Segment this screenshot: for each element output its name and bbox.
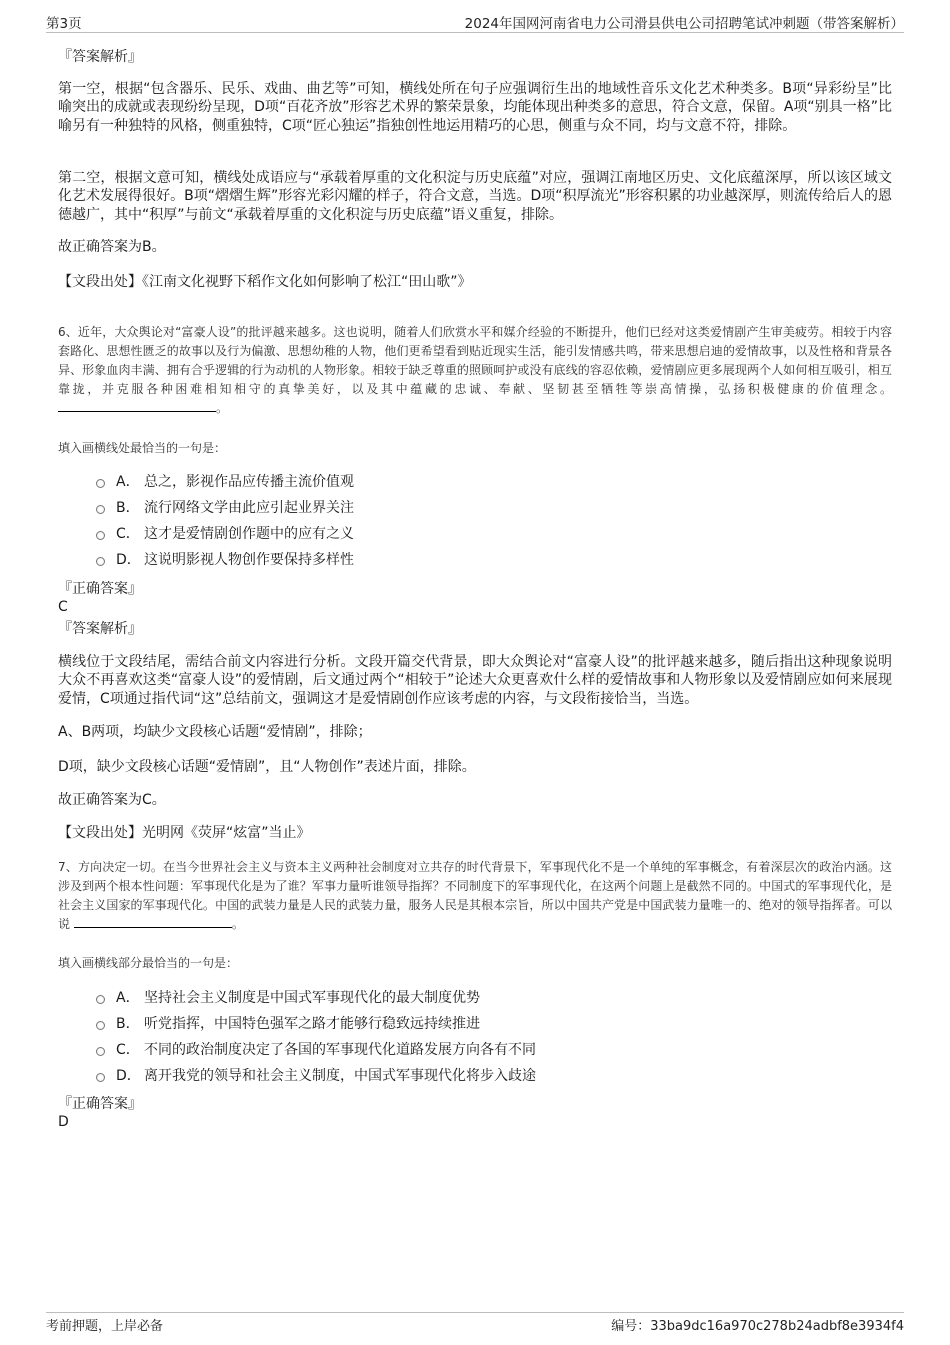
option-letter: D． bbox=[116, 1068, 141, 1084]
option-text: 离开我党的领导和社会主义制度，中国式军事现代化将步入歧途 bbox=[144, 1068, 536, 1084]
option-text: 不同的政治制度决定了各国的军事现代化道路发展方向各有不同 bbox=[144, 1042, 536, 1058]
option-letter: C． bbox=[116, 1042, 140, 1058]
radio-icon[interactable] bbox=[96, 479, 105, 488]
q6-correct-answer: C bbox=[58, 599, 68, 615]
q7-correct-answer: D bbox=[58, 1114, 69, 1130]
page-header bbox=[46, 10, 904, 33]
q7-stem-end: 。 bbox=[231, 917, 244, 931]
q5-analysis-para2: 第二空，根据文意可知，横线处成语应与“承载着厚重的文化积淀与历史底蕴”对应，强调江南地区历史、文化底蕴深厚，所以该区域文化艺术发展得很好。B项“熠熠生辉”形容光彩闪耀的样子，符合文意，当选。D项“积厚流光”形容积累的功业越深厚，则流传给后人的恩德越广，其中“积厚”与前文“承载着厚重的文化积淀与历史底蕴”语义重复，排除。 bbox=[58, 170, 892, 223]
option-text: 这说明影视人物创作要保持多样性 bbox=[144, 552, 354, 568]
q7-stem-text: 7、方向决定一切。在当今世界社会主义与资本主义两种社会制度对立共存的时代背景下，军事现代化不是一个单纯的军事概念，有着深层次的政治内涵。这涉及到两个根本性问题：军事现代化是为了谁？军事力量听谁领导指挥？不同制度下的军事现代化，在这两个问题上是截然不同的。中国式的军事现代化，是社会主义国家的军事现代化。中国的武装力量是人民的武装力量，服务人民是其根本宗旨，所以中国共产党是中国武装力量唯一的、绝对的领导指挥者。可以说 bbox=[58, 860, 892, 931]
q6-analysis-para1: 横线位于文段结尾，需结合前文内容进行分析。文段开篇交代背景，即大众舆论对“富豪人设”的批评越来越多，随后指出这种现象说明大众不再喜欢这类“富豪人设”的爱情剧，后文通过两个“相较于”论述大众更喜欢什么样的爱情故事和人物形象以及爱情剧应如何来展现爱情，C项通过指代词“这”总结前文，强调这才是爱情剧创作应该考虑的内容，与文段衔接恰当，当选。 bbox=[58, 654, 892, 707]
radio-icon[interactable] bbox=[96, 995, 105, 1004]
q6-source: 【文段出处】光明网《荧屏“炫富”当止》 bbox=[58, 825, 311, 841]
q7-correct-label: 『正确答案』 bbox=[58, 1096, 142, 1112]
q6-instruction: 填入画横线处最恰当的一句是： bbox=[58, 441, 227, 455]
q6-stem-text: 6、近年，大众舆论对“富豪人设”的批评越来越多。这也说明，随着人们欣赏水平和媒介经验的不断提升，他们已经对这类爱情剧产生审美疲劳。相较于内容套路化、思想性匮乏的故事以及行为偏激、思想幼稚的人物，他们更希望看到贴近现实生活，能引发情感共鸣，带来思想启迪的爱情故事，以及性格和背景各异、形象血肉丰满、拥有合乎逻辑的行为动机的人物形象。相较于缺乏尊重的照顾呵护或没有底线的容忍依赖，爱情剧应更多展现两个人如何相互吸引，相互靠拢，并克服各种困难相知相守的真挚美好，以及其中蕴藏的忠诚、奉献、坚韧甚至牺牲等崇高情操，弘扬积极健康的价值理念。 bbox=[58, 325, 892, 396]
radio-icon[interactable] bbox=[96, 1047, 105, 1056]
option-text: 流行网络文学由此应引起业界关注 bbox=[144, 500, 354, 516]
option-text: 总之，影视作品应传播主流价值观 bbox=[144, 474, 354, 490]
radio-icon[interactable] bbox=[96, 531, 105, 540]
q5-analysis-label: 『答案解析』 bbox=[58, 49, 142, 65]
q6-correct-label: 『正确答案』 bbox=[58, 581, 142, 597]
document-id: 编号：33ba9dc16a970c278b24adbf8e3934f4 bbox=[611, 1319, 904, 1334]
option-letter: C． bbox=[116, 526, 140, 542]
radio-icon[interactable] bbox=[96, 1073, 105, 1082]
q7-instruction: 填入画横线部分最恰当的一句是： bbox=[58, 956, 239, 970]
option-text: 听党指挥，中国特色强军之路才能够行稳致远持续推进 bbox=[144, 1016, 480, 1032]
q6-analysis-para2: A、B两项，均缺少文段核心话题“爱情剧”，排除； bbox=[58, 724, 372, 740]
q5-source: 【文段出处】《江南文化视野下稻作文化如何影响了松江“田山歌”》 bbox=[58, 274, 472, 290]
q6-stem-end: 。 bbox=[216, 401, 229, 415]
option-text: 这才是爱情剧创作题中的应有之义 bbox=[144, 526, 354, 542]
q6-conclusion: 故正确答案为C。 bbox=[58, 792, 166, 808]
q7-stem bbox=[58, 858, 892, 934]
q6-analysis-para3: D项，缺少文段核心话题“爱情剧”，且“人物创作”表述片面，排除。 bbox=[58, 759, 476, 775]
page-number: 第3页 bbox=[46, 16, 82, 32]
q6-blank bbox=[58, 400, 216, 412]
q5-analysis-para1: 第一空，根据“包含器乐、民乐、戏曲、曲艺等”可知，横线处所在句子应强调衍生出的地域性音乐文化艺术种类多。B项“异彩纷呈”比喻突出的成就或表现纷纷呈现，D项“百花齐放”形容艺术界的繁荣景象，均能体现出种类多的意思，符合文意，保留。A项“别具一格”比喻另有一种独特的风格，侧重独特，C项“匠心独运”指独创性地运用精巧的心思，侧重与众不同，均与文意不符，排除。 bbox=[58, 81, 892, 134]
radio-icon[interactable] bbox=[96, 1021, 105, 1030]
option-letter: B． bbox=[116, 500, 140, 516]
option-letter: D． bbox=[116, 552, 141, 568]
option-letter: B． bbox=[116, 1016, 140, 1032]
footer-slogan: 考前押题，上岸必备 bbox=[46, 1319, 164, 1334]
document-title: 2024年国网河南省电力公司滑县供电公司招聘笔试冲刺题（带答案解析） bbox=[464, 16, 904, 32]
page-footer bbox=[46, 1312, 904, 1337]
radio-icon[interactable] bbox=[96, 505, 105, 514]
q5-conclusion: 故正确答案为B。 bbox=[58, 239, 166, 255]
q6-stem bbox=[58, 323, 892, 418]
option-text: 坚持社会主义制度是中国式军事现代化的最大制度优势 bbox=[144, 990, 480, 1006]
q6-analysis-label: 『答案解析』 bbox=[58, 621, 142, 637]
option-letter: A． bbox=[116, 990, 140, 1006]
option-letter: A． bbox=[116, 474, 140, 490]
radio-icon[interactable] bbox=[96, 557, 105, 566]
q7-blank bbox=[74, 916, 232, 928]
